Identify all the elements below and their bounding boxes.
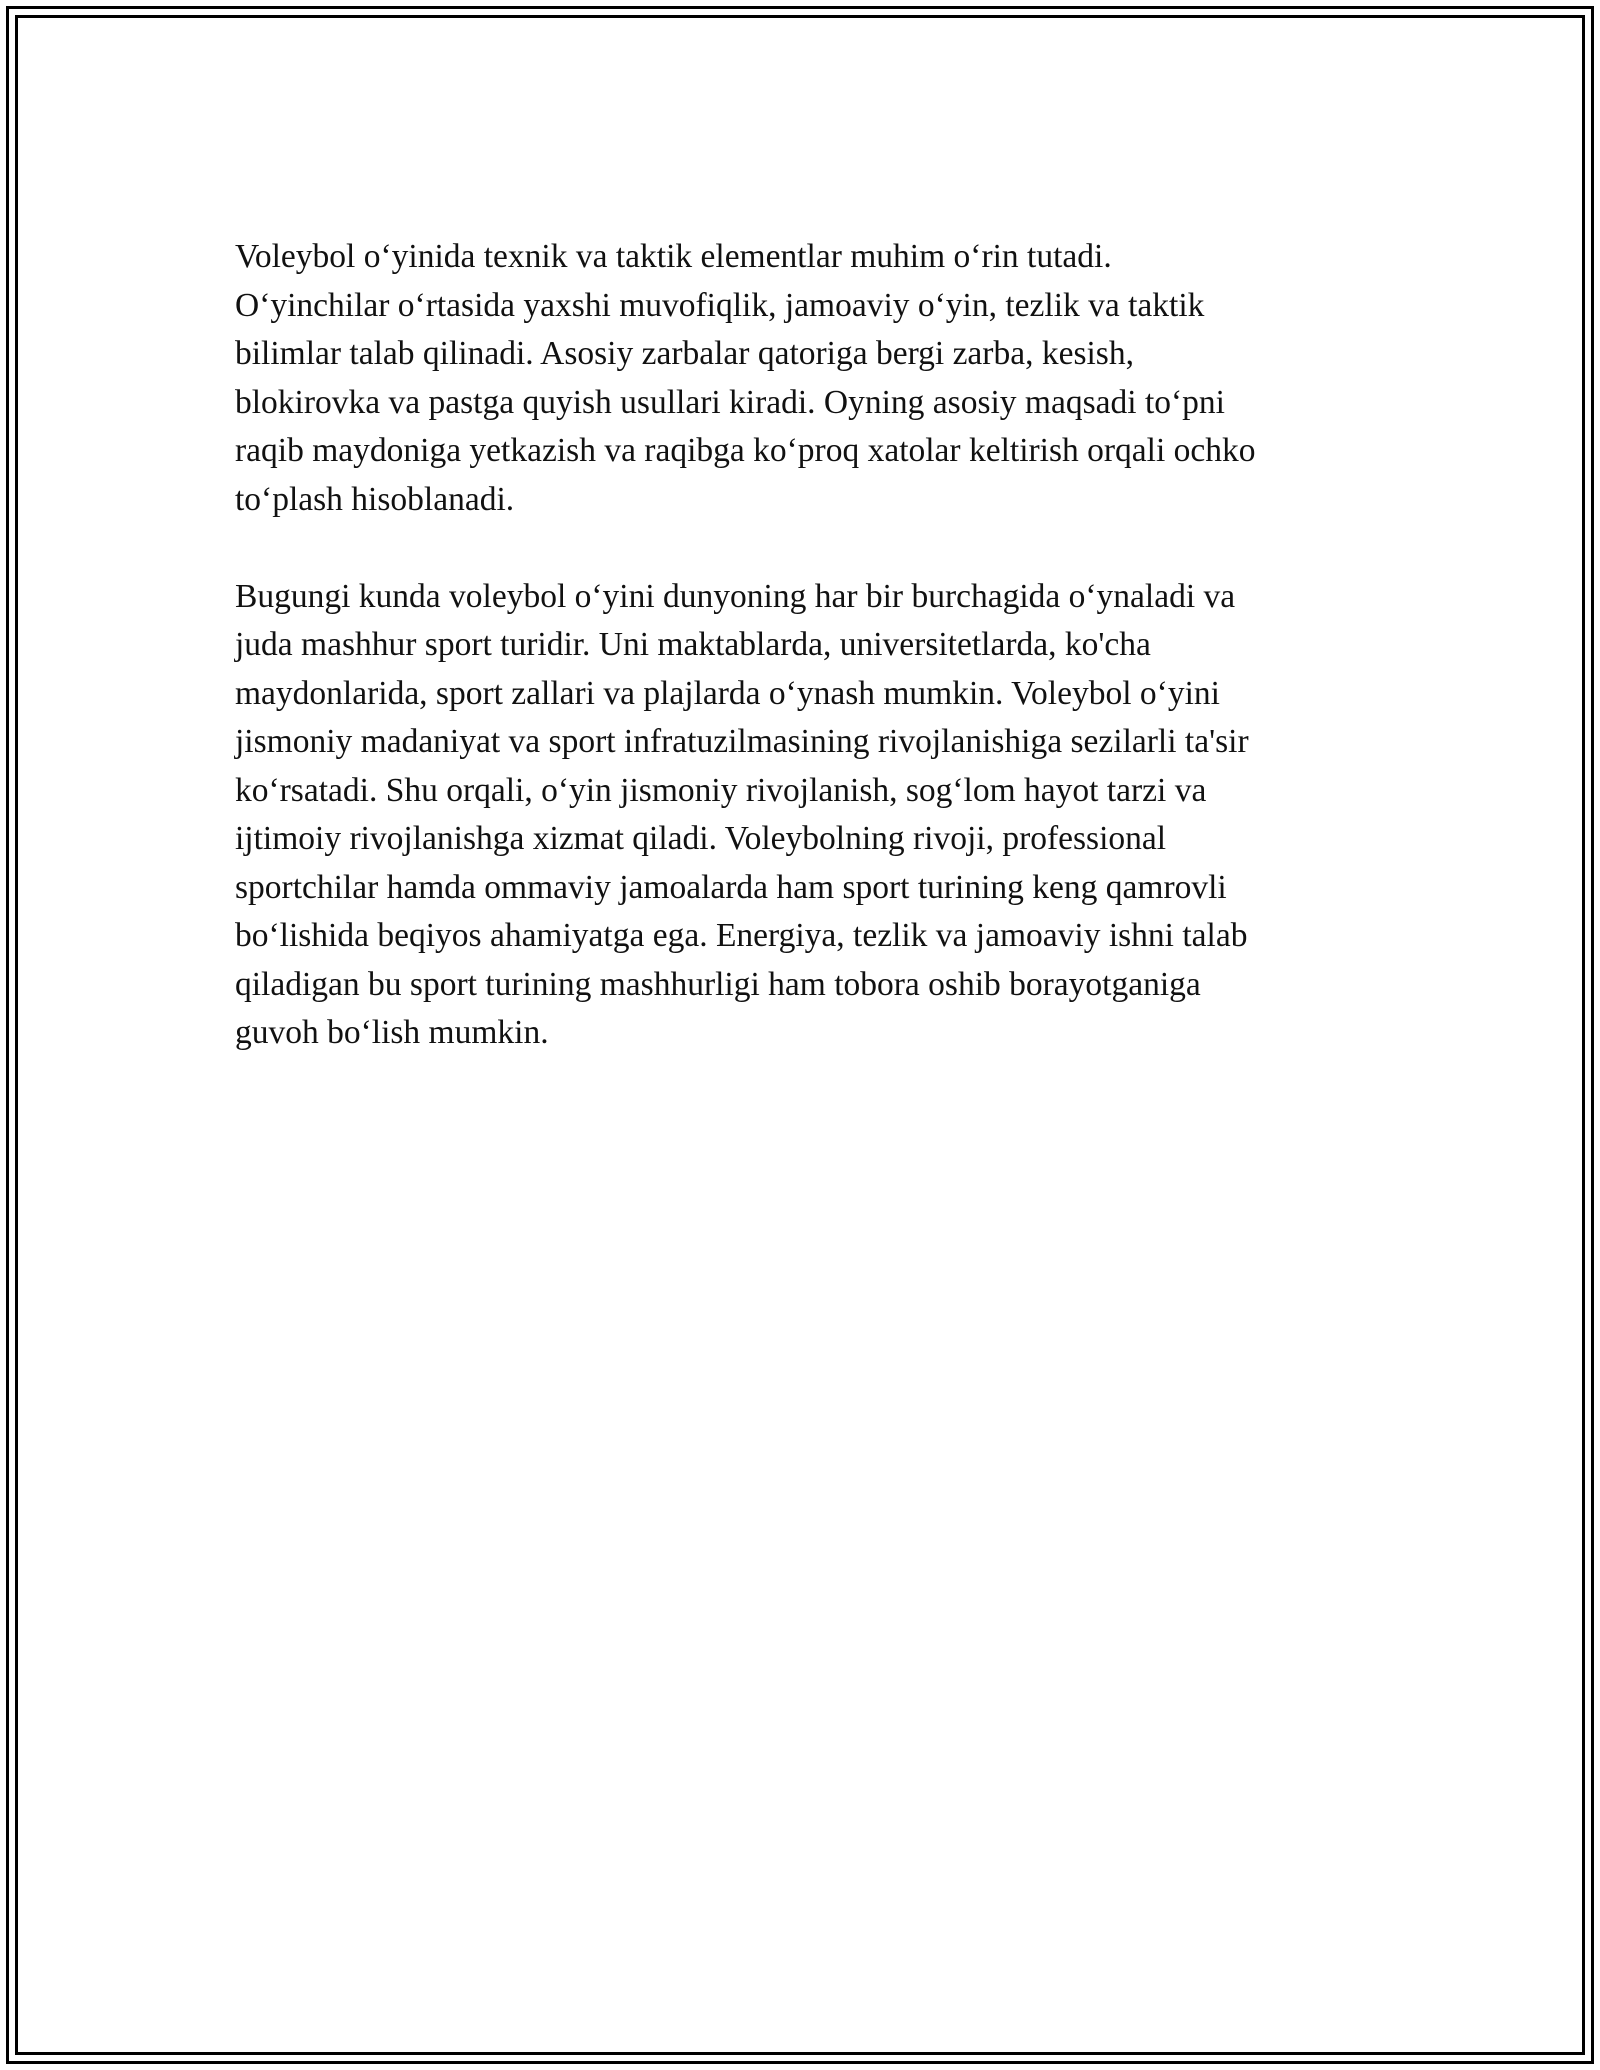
text-line: blokirovka va pastga quyish usullari kiradi. Oyning asosiy maqsadi to‘pni	[235, 383, 1225, 421]
text-line: bilimlar talab qilinadi. Asosiy zarbalar qatoriga bergi zarba, kesish,	[235, 335, 1134, 372]
text-line: guvoh bo‘lish mumkin.	[235, 1014, 549, 1051]
text-line: maydonlarida, sport zallari va plajlarda o‘ynash mumkin. Voleybol o‘yini	[235, 674, 1220, 712]
text-line: bo‘lishida beqiyos ahamiyatga ega. Energiya, tezlik va jamoaviy ishni talab	[235, 917, 1248, 954]
text-line: Bugungi kunda voleybol o‘yini dunyoning har bir burchagida o‘ynaladi va	[235, 577, 1236, 615]
document-body	[235, 233, 1370, 1058]
text-line: jismoniy madaniyat va sport infratuzilmasining rivojlanishiga sezilarli ta'sir	[235, 723, 1249, 760]
text-line: O‘yinchilar o‘rtasida yaxshi muvofiqlik, jamoaviy o‘yin, tezlik va taktik	[235, 286, 1205, 324]
paragraph-spacer	[235, 524, 1370, 573]
text-line: qiladigan bu sport turining mashhurligi ham tobora oshib borayotganiga	[235, 965, 1201, 1003]
text-line: raqib maydoniga yetkazish va raqibga ko‘proq xatolar keltirish orqali ochko	[235, 432, 1256, 469]
paragraph-2	[235, 573, 1370, 1058]
text-line: Voleybol o‘yinida texnik va taktik elementlar muhim o‘rin tutadi.	[235, 238, 1112, 275]
text-line: juda mashhur sport turidir. Uni maktablarda, universitetlarda, ko'cha	[235, 626, 1151, 663]
text-line: ko‘rsatadi. Shu orqali, o‘yin jismoniy rivojlanish, sog‘lom hayot tarzi va	[235, 771, 1207, 809]
text-line: to‘plash hisoblanadi.	[235, 480, 515, 518]
paragraph-1	[235, 233, 1370, 524]
text-line: ijtimoiy rivojlanishga xizmat qiladi. Voleybolning rivoji, professional	[235, 820, 1167, 857]
text-line: sportchilar hamda ommaviy jamoalarda ham sport turining keng qamrovli	[235, 868, 1227, 906]
